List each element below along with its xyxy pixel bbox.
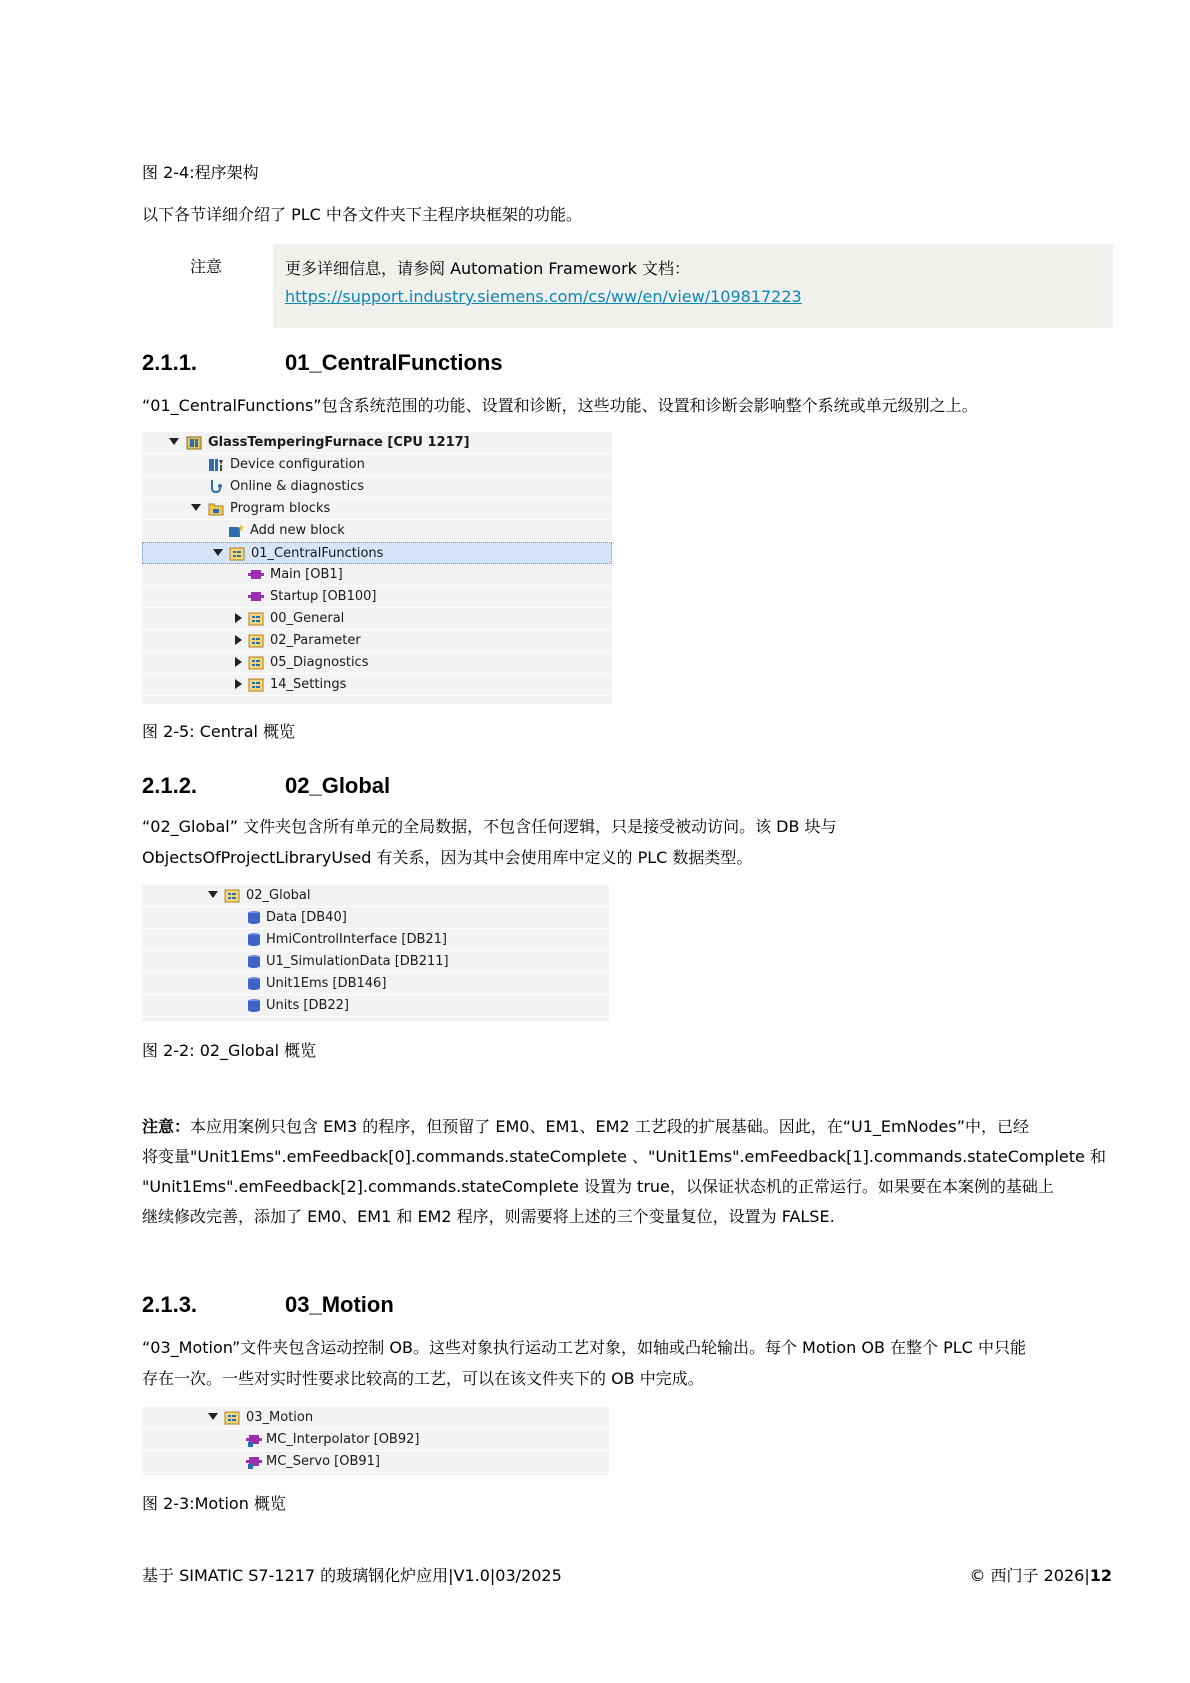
group-folder-icon <box>248 677 264 692</box>
section-body: “01_CentralFunctions”包含系统范围的功能、设置和诊断，这些功能、设置和诊断会影响整个系统或单元级别之上。 <box>142 396 978 415</box>
attention-line2: 将变量"Unit1Ems".emFeedback[0].commands.stateComplete 、"Unit1Ems".emFeedback[1].commands.stateComplete 和 <box>142 1147 1106 1166</box>
figure-caption-2-2: 图 2-2: 02_Global 概览 <box>142 1041 317 1060</box>
tree-label: Main [OB1] <box>270 567 343 582</box>
figure-caption-2-4: 图 2-4:程序架构 <box>142 163 259 182</box>
section-number: 2.1.1. <box>142 350 198 375</box>
project-tree-central <box>142 432 612 704</box>
section-number: 2.1.2. <box>142 773 198 798</box>
page-number: 12 <box>1089 1566 1112 1585</box>
section-title: 03_Motion <box>285 1292 394 1317</box>
tree-label: Data [DB40] <box>266 910 347 925</box>
group-folder-icon <box>248 633 264 648</box>
tree-label: U1_SimulationData [DB211] <box>266 954 449 969</box>
tree-label: 14_Settings <box>270 677 347 692</box>
attention-label: 注意： <box>142 1117 191 1136</box>
tree-row[interactable] <box>142 564 612 586</box>
tree-row[interactable] <box>142 586 612 608</box>
tree-row[interactable] <box>142 476 612 498</box>
tree-row[interactable] <box>142 951 609 973</box>
tree-row[interactable] <box>142 929 609 951</box>
expand-arrow-icon[interactable] <box>208 891 218 898</box>
collapse-arrow-icon[interactable] <box>235 613 242 623</box>
tree-label: Unit1Ems [DB146] <box>266 976 387 991</box>
add-block-icon <box>228 523 244 538</box>
tree-label: Add new block <box>250 523 345 538</box>
tree-label: 00_General <box>270 611 345 626</box>
intro-text: 以下各节详细介绍了 PLC 中各文件夹下主程序块框架的功能。 <box>142 205 582 224</box>
project-tree-motion <box>142 1407 609 1475</box>
tree-label: Online & diagnostics <box>230 479 365 494</box>
group-folder-icon <box>248 655 264 670</box>
tree-row-selected[interactable] <box>142 542 612 564</box>
footer-right <box>969 1565 1112 1587</box>
tree-row[interactable] <box>142 432 612 454</box>
db-block-icon <box>246 932 262 947</box>
tree-row[interactable] <box>142 674 612 696</box>
ob-block-icon <box>246 1432 262 1447</box>
section-number: 2.1.3. <box>142 1292 198 1317</box>
tree-row[interactable] <box>142 520 612 542</box>
db-block-icon <box>246 998 262 1013</box>
attention-line1 <box>142 1112 1029 1142</box>
tree-label: HmiControlInterface [DB21] <box>266 932 447 947</box>
tree-row[interactable] <box>142 973 609 995</box>
tree-label: Startup [OB100] <box>270 589 377 604</box>
folder-icon <box>208 501 224 516</box>
tree-row[interactable] <box>142 608 612 630</box>
tree-row[interactable] <box>142 995 609 1017</box>
group-folder-icon <box>248 611 264 626</box>
section-heading-2-1-1 <box>142 348 503 378</box>
db-block-icon <box>246 976 262 991</box>
tree-label: 03_Motion <box>246 1410 314 1425</box>
ob-block-icon <box>246 1454 262 1469</box>
section-body-line1: “02_Global” 文件夹包含所有单元的全局数据，不包含任何逻辑，只是接受被动访问。该 DB 块与 <box>142 817 837 836</box>
tree-row[interactable] <box>142 630 612 652</box>
section-body-line1: “03_Motion”文件夹包含运动控制 OB。这些对象执行运动工艺对象，如轴或凸轮输出。每个 Motion OB 在整个 PLC 中只能 <box>142 1338 1026 1357</box>
section-title: 01_CentralFunctions <box>285 350 503 375</box>
tree-label: 01_CentralFunctions <box>251 546 384 561</box>
footer-left: 基于 SIMATIC S7-1217 的玻璃钢化炉应用|V1.0|03/2025 <box>142 1566 562 1585</box>
tree-row[interactable] <box>142 454 612 476</box>
group-folder-icon <box>224 888 240 903</box>
tree-label: GlassTemperingFurnace [CPU 1217] <box>208 435 470 450</box>
tree-label: Program blocks <box>230 501 331 516</box>
attention-line3: "Unit1Ems".emFeedback[2].commands.stateComplete 设置为 true，以保证状态机的正常运行。如果要在本案例的基础上 <box>142 1177 1054 1196</box>
section-body-line2: ObjectsOfProjectLibraryUsed 有关系，因为其中会使用库中定义的 PLC 数据类型。 <box>142 848 753 867</box>
note-text: 更多详细信息，请参阅 Automation Framework 文档： <box>285 259 691 278</box>
tree-label: MC_Servo [OB91] <box>266 1454 381 1469</box>
diagnostics-icon <box>208 479 224 494</box>
tree-row[interactable] <box>142 907 609 929</box>
tree-label: 02_Parameter <box>270 633 361 648</box>
tree-row[interactable] <box>142 1429 609 1451</box>
ob-block-icon <box>248 567 264 582</box>
collapse-arrow-icon[interactable] <box>235 679 242 689</box>
tree-row[interactable] <box>142 498 612 520</box>
tree-row[interactable] <box>142 652 612 674</box>
section-heading-2-1-3 <box>142 1290 394 1320</box>
figure-caption-2-5: 图 2-5: Central 概览 <box>142 722 296 741</box>
tree-row[interactable] <box>142 1451 609 1473</box>
project-tree-global <box>142 885 609 1021</box>
tree-label: Device configuration <box>230 457 365 472</box>
footer-copyright: © 西门子 2026| <box>969 1566 1090 1585</box>
expand-arrow-icon[interactable] <box>191 504 201 511</box>
figure-caption-2-3: 图 2-3:Motion 概览 <box>142 1494 286 1513</box>
device-config-icon <box>208 457 224 472</box>
ob-block-icon <box>248 589 264 604</box>
section-title: 02_Global <box>285 773 391 798</box>
expand-arrow-icon[interactable] <box>208 1413 218 1420</box>
collapse-arrow-icon[interactable] <box>235 635 242 645</box>
tree-label: MC_Interpolator [OB92] <box>266 1432 420 1447</box>
attention-line4: 继续修改完善，添加了 EM0、EM1 和 EM2 程序，则需要将上述的三个变量复位，设置为 FALSE. <box>142 1207 835 1226</box>
cpu-icon <box>186 435 202 450</box>
section-heading-2-1-2 <box>142 771 390 801</box>
expand-arrow-icon[interactable] <box>169 438 179 445</box>
tree-label: Units [DB22] <box>266 998 349 1013</box>
expand-arrow-icon[interactable] <box>213 549 223 556</box>
note-label: 注意 <box>190 257 223 276</box>
support-link[interactable]: https://support.industry.siemens.com/cs/ww/en/view/109817223 <box>285 287 802 306</box>
group-folder-icon <box>229 546 245 561</box>
attention-text: 本应用案例只包含 EM3 的程序，但预留了 EM0、EM1、EM2 工艺段的扩展基础。因此，在“U1_EmNodes”中，已经 <box>190 1117 1029 1136</box>
group-folder-icon <box>224 1410 240 1425</box>
collapse-arrow-icon[interactable] <box>235 657 242 667</box>
db-block-icon <box>246 954 262 969</box>
tree-row[interactable] <box>142 885 609 907</box>
section-body-line2: 存在一次。一些对实时性要求比较高的工艺，可以在该文件夹下的 OB 中完成。 <box>142 1369 704 1388</box>
db-block-icon <box>246 910 262 925</box>
tree-label: 05_Diagnostics <box>270 655 369 670</box>
tree-label: 02_Global <box>246 888 311 903</box>
tree-row[interactable] <box>142 1407 609 1429</box>
